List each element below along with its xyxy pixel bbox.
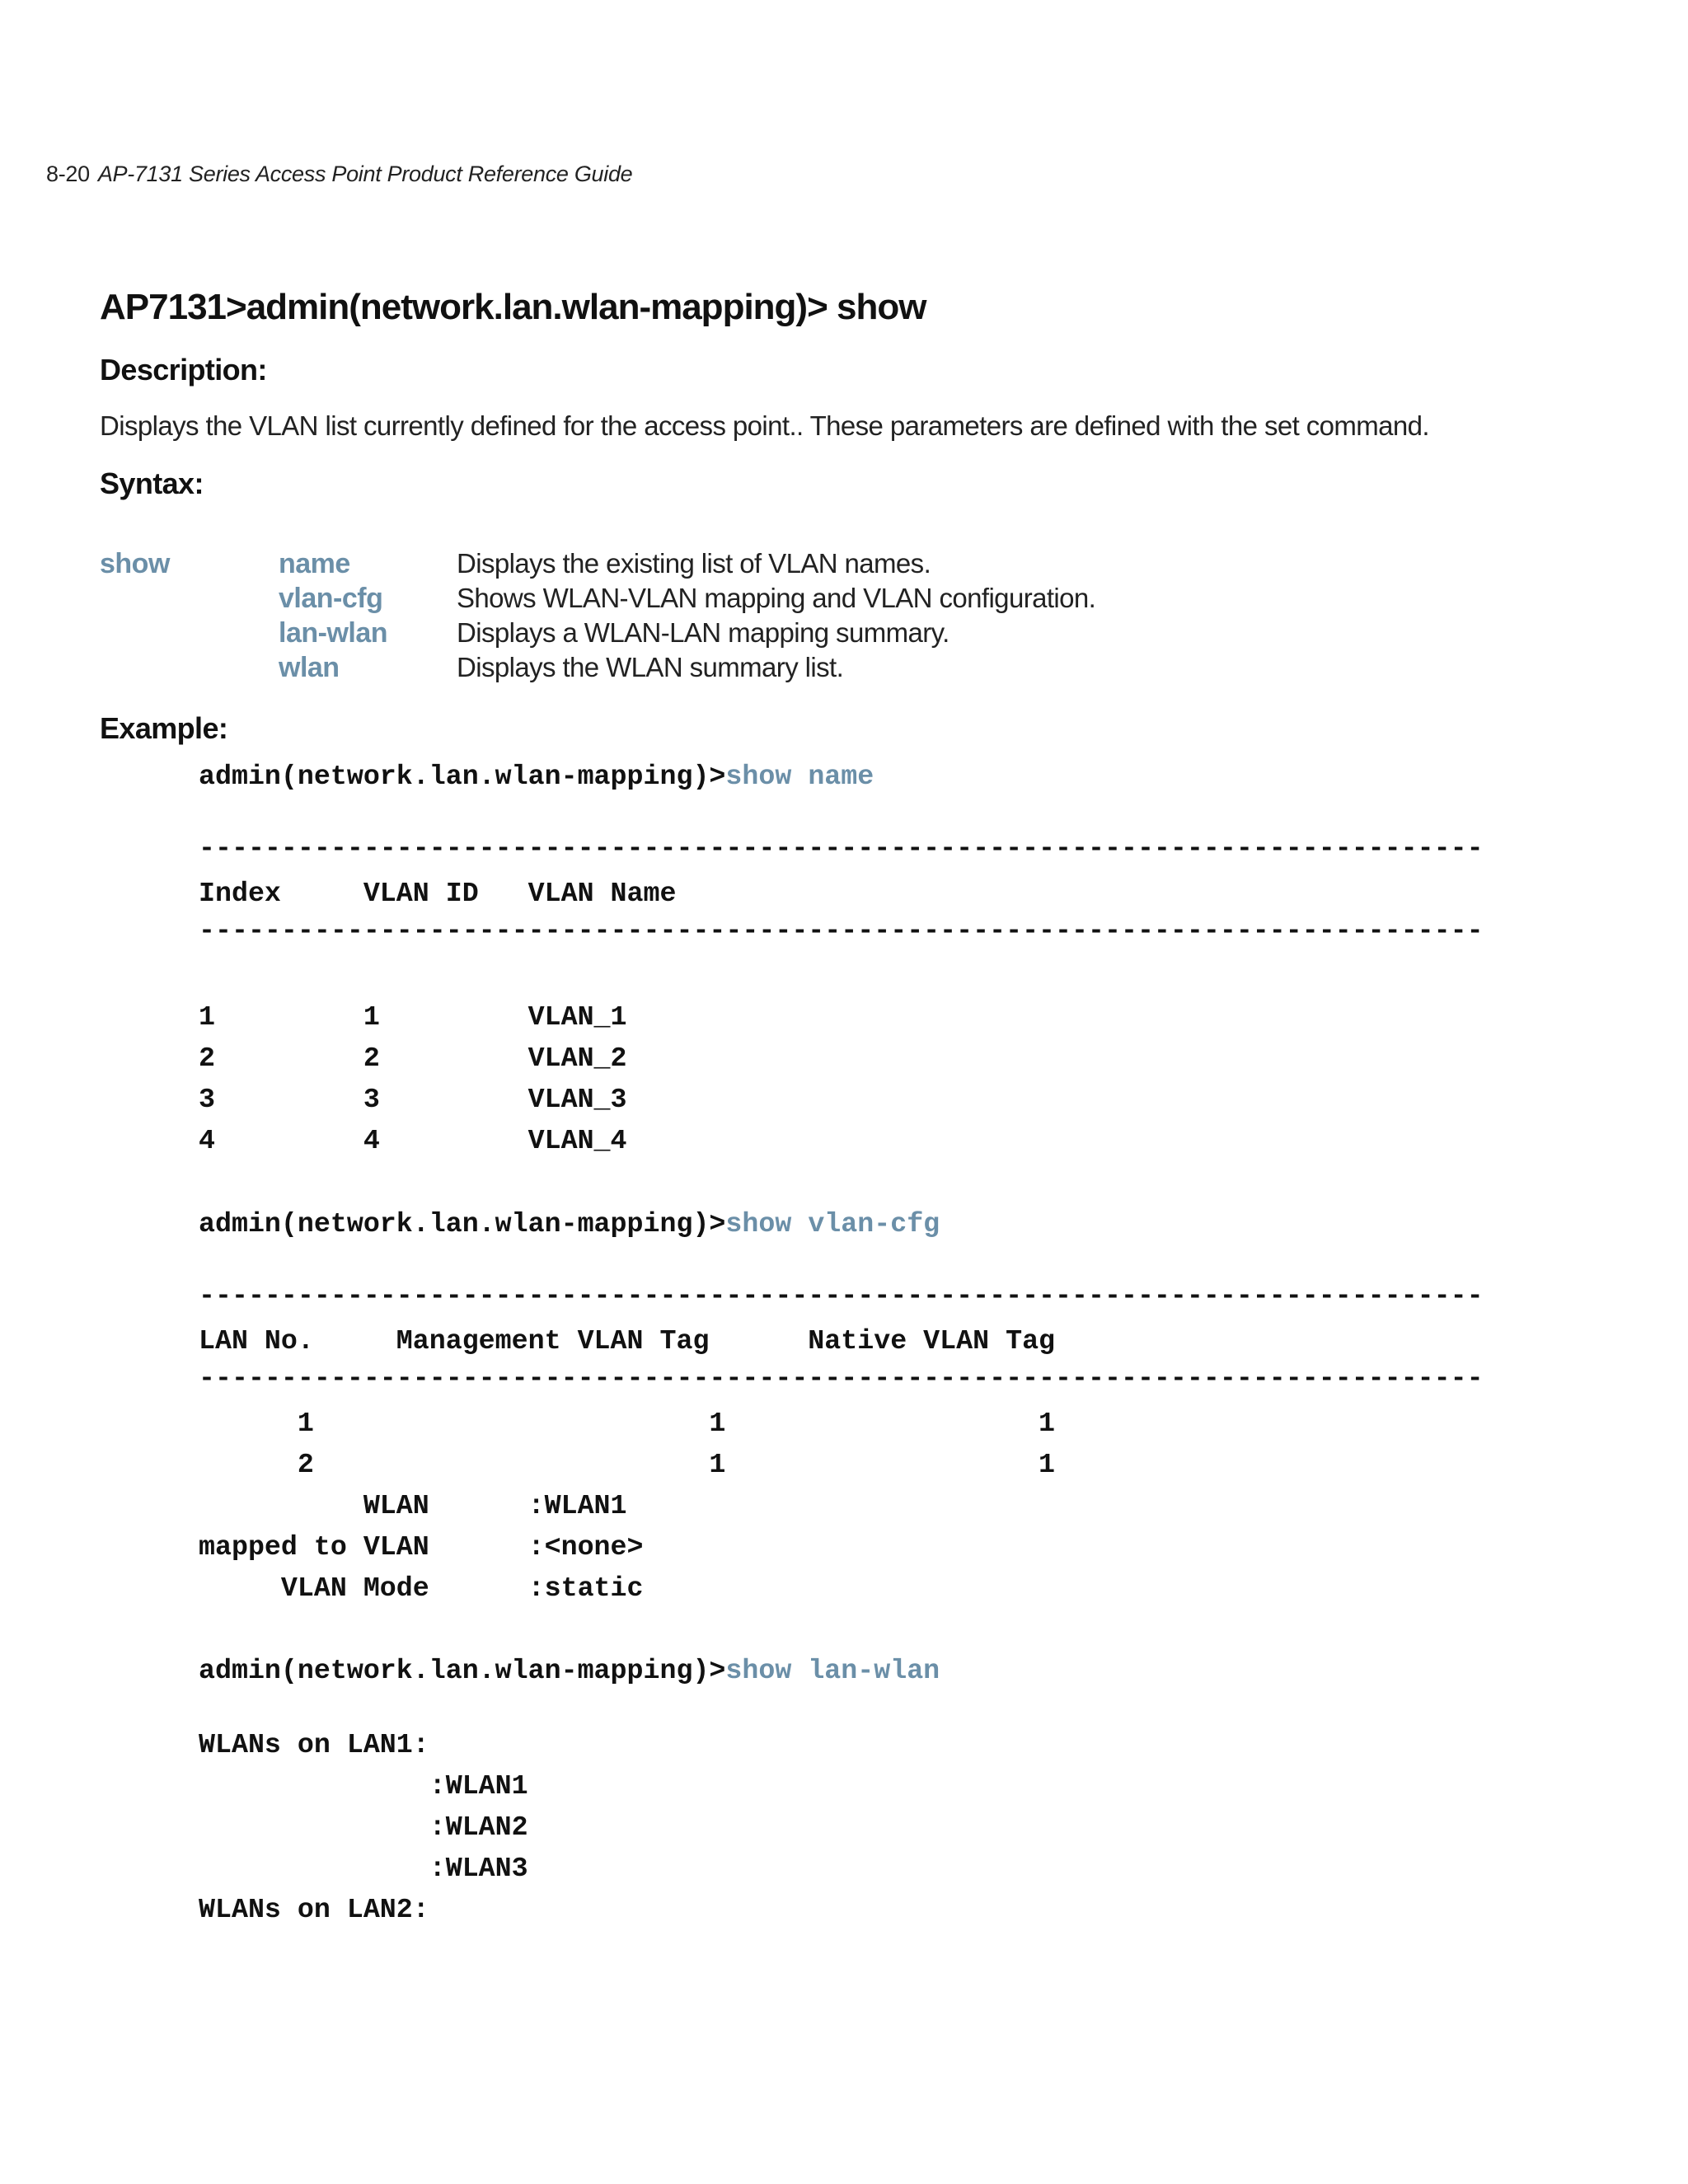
separator-line: ------------------------------------------------------------------------------ <box>199 1280 1484 1311</box>
syntax-desc: Displays the WLAN summary list. <box>457 652 844 682</box>
syntax-desc: Displays a WLAN-LAN mapping summary. <box>457 617 950 648</box>
wlan-entry: :WLAN2 <box>199 1811 528 1843</box>
syntax-desc: Shows WLAN-VLAN mapping and VLAN configuration. <box>457 583 1096 613</box>
command-text: show vlan-cfg <box>725 1208 940 1240</box>
description-heading: Description: <box>100 353 267 387</box>
separator-line: ------------------------------------------------------------------------------ <box>199 915 1484 946</box>
syntax-desc: Displays the existing list of VLAN names. <box>457 548 931 579</box>
detail-line: VLAN Mode :static <box>199 1572 644 1604</box>
page-header <box>46 162 632 187</box>
guide-title: AP-7131 Series Access Point Product Reference Guide <box>97 162 633 186</box>
table-header: Index VLAN ID VLAN Name <box>199 878 677 909</box>
table-row: 1 1 VLAN_1 <box>199 1001 627 1033</box>
syntax-heading: Syntax: <box>100 466 204 500</box>
syntax-arg: vlan-cfg <box>279 583 383 614</box>
example-heading: Example: <box>100 711 228 745</box>
detail-line: mapped to VLAN :<none> <box>199 1531 644 1563</box>
wlan-entry: :WLAN3 <box>199 1853 528 1884</box>
description-text: Displays the VLAN list currently defined for the access point.. These parameters are defined with the set command. <box>100 410 1429 441</box>
syntax-arg: wlan <box>279 652 340 683</box>
prompt: admin(network.lan.wlan-mapping)> <box>199 761 726 792</box>
lan-label: WLANs on LAN1: <box>199 1729 429 1760</box>
separator-line: ------------------------------------------------------------------------------ <box>199 1362 1484 1394</box>
syntax-command: show <box>100 548 170 579</box>
table-row: 4 4 VLAN_4 <box>199 1125 627 1156</box>
command-line <box>199 763 874 790</box>
syntax-arg: name <box>279 548 350 579</box>
table-row: 2 1 1 <box>199 1449 1056 1480</box>
table-header: LAN No. Management VLAN Tag Native VLAN Tag <box>199 1325 1056 1357</box>
page-title: AP7131>admin(network.lan.wlan-mapping)> show <box>100 287 926 327</box>
table-row: 3 3 VLAN_3 <box>199 1084 627 1115</box>
lan-label: WLANs on LAN2: <box>199 1894 429 1925</box>
prompt: admin(network.lan.wlan-mapping)> <box>199 1655 726 1686</box>
command-line <box>199 1208 940 1240</box>
table-row: 2 2 VLAN_2 <box>199 1043 627 1074</box>
separator-line: ------------------------------------------------------------------------------ <box>199 832 1484 864</box>
table-row: 1 1 1 <box>199 1408 1056 1439</box>
wlan-entry: :WLAN1 <box>199 1770 528 1802</box>
syntax-arg: lan-wlan <box>279 617 388 649</box>
command-text: show lan-wlan <box>725 1655 940 1686</box>
command-text: show name <box>725 761 874 792</box>
prompt: admin(network.lan.wlan-mapping)> <box>199 1208 726 1240</box>
command-line <box>199 1657 940 1685</box>
detail-line: WLAN :WLAN1 <box>199 1490 627 1521</box>
page-number: 8-20 <box>46 162 90 186</box>
